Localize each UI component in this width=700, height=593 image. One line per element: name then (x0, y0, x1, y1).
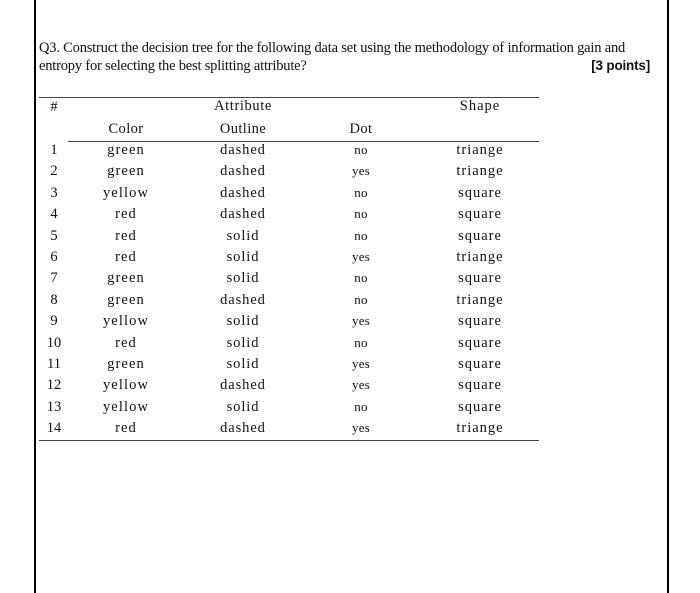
row-shape: triange (456, 163, 504, 179)
row-color: green (107, 163, 145, 179)
row-shape: square (458, 206, 502, 222)
row-dot: yes (352, 356, 370, 371)
dot-header: Dot (349, 121, 373, 137)
row-shape: square (458, 185, 502, 201)
row-number: 3 (50, 185, 58, 201)
row-number: 11 (47, 356, 61, 372)
question-text (39, 39, 654, 75)
row-shape: square (458, 356, 502, 372)
row-outline: dashed (220, 206, 266, 222)
row-color: green (107, 292, 145, 308)
row-color: green (107, 270, 145, 286)
row-number: 9 (50, 313, 58, 329)
row-dot: yes (352, 313, 370, 328)
row-dot: no (354, 228, 368, 243)
row-color: red (115, 249, 137, 265)
row-dot: yes (352, 420, 370, 435)
row-color: green (107, 356, 145, 372)
row-shape: square (458, 399, 502, 415)
row-dot: no (354, 399, 368, 414)
row-color: yellow (102, 399, 150, 415)
row-color: yellow (102, 313, 150, 329)
row-number: 5 (50, 228, 58, 244)
row-number: 10 (46, 335, 62, 351)
row-color: green (107, 142, 145, 158)
row-shape: triange (456, 249, 504, 265)
row-shape: triange (456, 420, 504, 436)
row-outline: solid (226, 313, 260, 329)
table-bottom-rule (39, 440, 539, 441)
row-outline: solid (226, 356, 260, 372)
points-label: [3 points] (591, 58, 650, 73)
page-border-left (34, 0, 36, 593)
row-number: 2 (50, 163, 58, 179)
row-color: red (115, 228, 137, 244)
row-dot: no (354, 335, 368, 350)
row-number: 14 (46, 420, 62, 436)
row-dot: no (354, 292, 368, 307)
row-outline: dashed (220, 185, 266, 201)
row-outline: solid (226, 399, 260, 415)
question-line-2-wrapper (39, 57, 654, 75)
row-number: 8 (50, 292, 58, 308)
row-dot: no (354, 206, 368, 221)
row-number: 12 (46, 377, 62, 393)
row-color: red (115, 335, 137, 351)
row-outline: dashed (220, 292, 266, 308)
row-color: yellow (102, 377, 150, 393)
row-dot: no (354, 185, 368, 200)
row-shape: square (458, 335, 502, 351)
row-shape: square (458, 377, 502, 393)
row-color: red (115, 206, 137, 222)
page-border-right (667, 0, 669, 593)
question-line-2: entropy for selecting the best splitting attribute? (39, 58, 307, 74)
row-dot: yes (352, 163, 370, 178)
row-outline: solid (226, 249, 260, 265)
row-shape: triange (456, 142, 504, 158)
row-shape: square (458, 270, 502, 286)
row-outline: solid (226, 270, 260, 286)
row-number: 1 (50, 142, 58, 158)
row-color: yellow (102, 185, 150, 201)
row-dot: no (354, 142, 368, 157)
row-outline: dashed (220, 420, 266, 436)
question-line-1: Q3. Construct the decision tree for the following data set using the methodology of information gain and (39, 40, 626, 56)
row-color: red (115, 420, 137, 436)
row-number: 7 (50, 270, 58, 286)
row-outline: dashed (220, 163, 266, 179)
color-header: Color (108, 121, 144, 137)
shape-header: Shape (459, 98, 501, 114)
row-number: 4 (50, 206, 58, 222)
outline-header: Outline (219, 121, 267, 137)
row-dot: yes (352, 377, 370, 392)
attribute-group-header: Attribute (214, 98, 272, 114)
row-number: 6 (50, 249, 58, 265)
row-dot: yes (352, 249, 370, 264)
row-number: 13 (46, 399, 62, 415)
row-outline: solid (226, 228, 260, 244)
index-header: # (50, 99, 58, 115)
row-shape: square (458, 228, 502, 244)
row-dot: no (354, 270, 368, 285)
row-shape: triange (456, 292, 504, 308)
row-outline: dashed (220, 377, 266, 393)
row-outline: dashed (220, 142, 266, 158)
row-outline: solid (226, 335, 260, 351)
row-shape: square (458, 313, 502, 329)
